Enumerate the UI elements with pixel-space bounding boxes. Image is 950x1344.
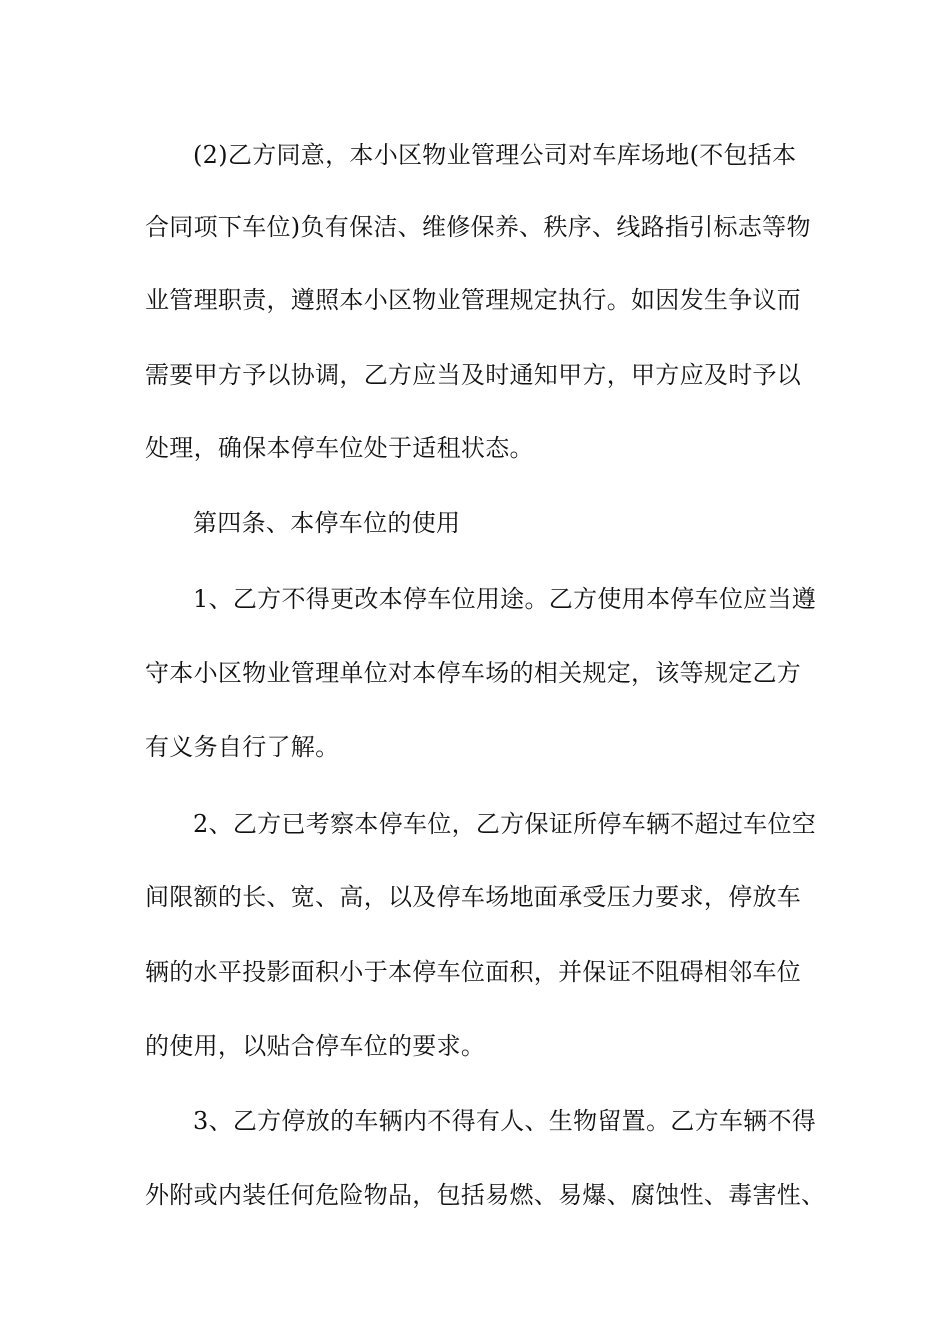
paragraph-line: 间限额的长、宽、高，以及停车场地面承受压力要求，停放车 xyxy=(145,883,802,911)
paragraph-line: 业管理职责，遵照本小区物业管理规定执行。如因发生争议而 xyxy=(145,286,802,314)
paragraph-line: 需要甲方予以协调，乙方应当及时通知甲方，甲方应及时予以 xyxy=(145,361,802,389)
paragraph-line: 合同项下车位)负有保洁、维修保养、秩序、线路指引标志等物 xyxy=(145,213,811,241)
paragraph-line: 3、乙方停放的车辆内不得有人、生物留置。乙方车辆不得 xyxy=(193,1107,817,1135)
paragraph-line: 1、乙方不得更改本停车位用途。乙方使用本停车位应当遵 xyxy=(193,585,817,613)
paragraph-line: (2)乙方同意，本小区物业管理公司对车库场地(不包括本 xyxy=(193,141,797,169)
paragraph-line: 有义务自行了解。 xyxy=(145,733,340,761)
section-heading: 第四条、本停车位的使用 xyxy=(193,509,461,537)
paragraph-line: 处理，确保本停车位处于适租状态。 xyxy=(145,434,534,462)
paragraph-line: 守本小区物业管理单位对本停车场的相关规定，该等规定乙方 xyxy=(145,659,802,687)
paragraph-line: 2、乙方已考察本停车位，乙方保证所停车辆不超过车位空 xyxy=(193,810,817,838)
paragraph-line: 辆的水平投影面积小于本停车位面积，并保证不阻碍相邻车位 xyxy=(145,958,802,986)
paragraph-line: 外附或内装任何危险物品，包括易燃、易爆、腐蚀性、毒害性、 xyxy=(145,1181,826,1209)
paragraph-line: 的使用，以贴合停车位的要求。 xyxy=(145,1032,486,1060)
